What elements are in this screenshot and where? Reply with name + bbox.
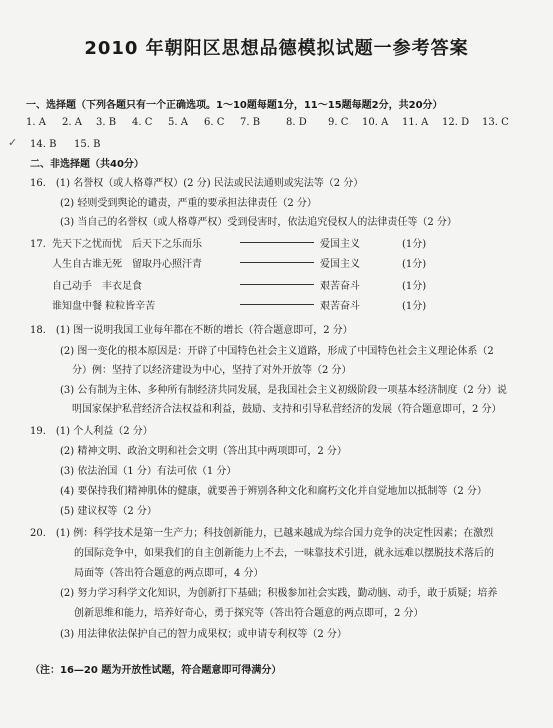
mc-answer: 8. D: [286, 117, 307, 128]
q17-left: 自己动手 丰衣足食: [52, 281, 142, 292]
mc-answer: 9. C: [328, 117, 349, 128]
mc-answer: 15. B: [74, 139, 101, 150]
page-title: 2010 年朝阳区思想品德模拟试题一参考答案: [84, 38, 469, 59]
q19-line: 19. (1) 个人利益（2 分）: [30, 426, 153, 437]
q17-right: 艰苦奋斗: [320, 301, 360, 312]
mc-answer: 11. A: [402, 117, 429, 128]
q17-score: (1分): [402, 281, 427, 292]
q20-line: 创新思维和能力，培养好奇心，勇于探究等（答出符合题意的两点即可，2 分）: [74, 608, 424, 619]
mc-answer: 2. A: [62, 117, 82, 128]
mc-answer: 12. D: [442, 117, 470, 128]
q19-line: (2) 精神文明、政治文明和社会文明（答出其中两项即可，2 分）: [60, 446, 347, 457]
q18-line: 分）例：坚持了以经济建设为中心，坚持了对外开放等（2 分）: [72, 365, 352, 376]
mc-answer: 14. B: [30, 139, 57, 150]
connector-line: [240, 262, 314, 263]
section2-heading: 二、非选择题（共40分）: [30, 159, 144, 170]
q19-line: (4) 要保持我们精神肌体的健康，就要善于辨别各种文化和腐朽文化并自觉地加以抵制等（2 分）: [60, 486, 487, 497]
mc-answer: 5. A: [168, 117, 188, 128]
q20-line: 的国际竞争中，如果我们的自主创新能力上不去，一味靠技术引进，就永远难以摆脱技术落后的: [74, 548, 494, 559]
mc-answer: 10. A: [362, 117, 389, 128]
q17-score: (1分): [402, 259, 427, 270]
q20-line: (2) 努力学习科学文化知识，为创新打下基础；积极参加社会实践，勤动脑、动手，敢于质疑；培养: [60, 588, 498, 599]
mc-answer: 3. B: [96, 117, 117, 128]
q19-line: (5) 建议权等（2 分）: [60, 506, 157, 517]
q19-line: (3) 依法治国（1 分）有法可依（1 分）: [60, 466, 237, 477]
q17-left: 谁知盘中餐 粒粒皆辛苦: [52, 301, 156, 312]
q16-line: 16. (1) 名誉权（或人格尊严权）(2 分) 民法或民法通则或宪法等（2 分）: [30, 178, 364, 189]
connector-line: [240, 304, 314, 305]
q17-match-row: [52, 258, 426, 272]
q17-left: 人生自古谁无死 留取丹心照汗青: [52, 259, 202, 270]
q17-match-row: [52, 280, 426, 294]
q17-left: 先天下之忧而忧 后天下之乐而乐: [52, 239, 202, 250]
footnote: （注：16—20 题为开放性试题，符合题意即可得满分）: [30, 665, 282, 676]
mc-answer: 7. B: [240, 117, 261, 128]
q17-right: 艰苦奋斗: [320, 281, 360, 292]
q16-line: (3) 当自己的名誉权（或人格尊严权）受到侵害时，依法追究侵权人的法律责任等（2 分）: [60, 217, 457, 228]
q20-line: (3) 用法律依法保护自己的智力成果权；或申请专利权等（2 分）: [60, 629, 347, 640]
q17-score: (1分): [402, 301, 427, 312]
q17-match-row: [52, 300, 426, 314]
connector-line: [240, 242, 314, 243]
q17-right: 爱国主义: [320, 259, 360, 270]
q18-line: (2) 图一变化的根本原因是：开辟了中国特色社会主义道路，形成了中国特色社会主义理论体系（2: [60, 346, 494, 357]
q18-line: 18. (1) 图一说明我国工业每年都在不断的增长（符合题意即可，2 分）: [30, 325, 353, 336]
mc-answer: 13. C: [482, 117, 509, 128]
q18-line: (3) 公有制为主体、多种所有制经济共同发展，是我国社会主义初级阶段一项基本经济制度（2 分）说: [60, 385, 507, 396]
mc-answers-row2: [30, 138, 114, 152]
q17-right: 爱国主义: [320, 239, 360, 250]
mc-answer: 4. C: [132, 117, 153, 128]
pen-mark: ✓: [8, 136, 18, 149]
q18-line: 明国家保护私营经济合法权益和利益，鼓励、支持和引导私营经济的发展（符合题意即可，2 分）: [72, 404, 502, 415]
q17-match-row: [52, 238, 426, 252]
q20-line: 局面等（答出符合题意的两点即可，4 分）: [74, 568, 264, 579]
q16-line: (2) 轻则受到舆论的谴责，严重的要承担法律责任（2 分）: [60, 198, 317, 209]
mc-answer: 1. A: [26, 117, 46, 128]
connector-line: [240, 284, 314, 285]
section1-heading: 一、选择题（下列各题只有一个正确选项。1～10题每题1分，11～15题每题2分，共20分）: [26, 100, 443, 111]
mc-answer: 6. C: [204, 117, 225, 128]
q17-number: 17.: [30, 239, 46, 250]
q17-score: (1分): [402, 239, 427, 250]
mc-answers-row1: [26, 116, 536, 130]
q20-line: 20. (1) 例：科学技术是第一生产力；科技创新能力，已越来越成为综合国力竞争的决定性因素；在激烈: [30, 528, 494, 539]
